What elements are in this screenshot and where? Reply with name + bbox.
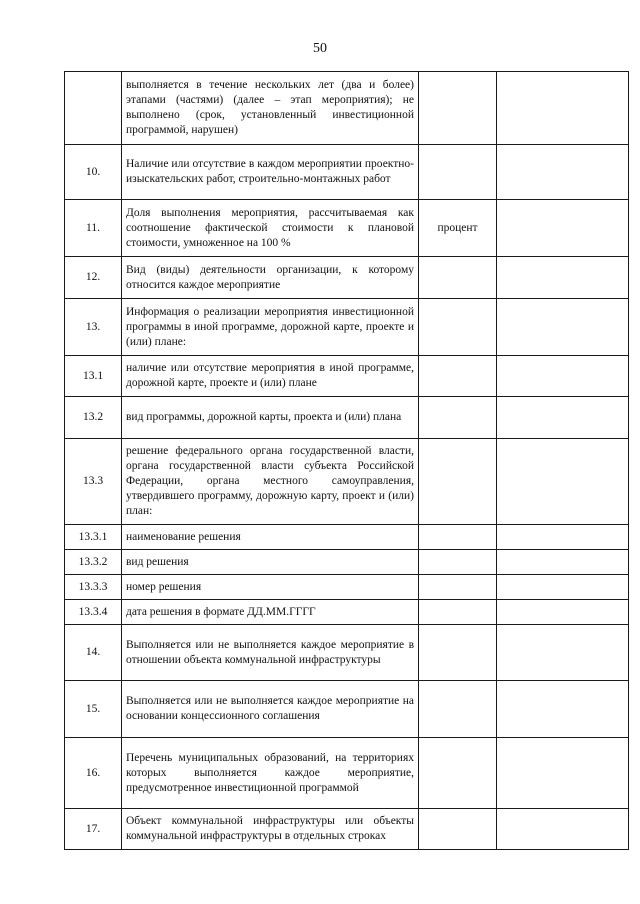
table-row xyxy=(65,397,629,439)
row-value xyxy=(497,356,629,397)
row-unit xyxy=(419,600,497,625)
row-unit xyxy=(419,525,497,550)
table-row xyxy=(65,200,629,257)
table-row xyxy=(65,625,629,681)
row-unit xyxy=(419,397,497,439)
row-value xyxy=(497,72,629,145)
row-unit: процент xyxy=(419,200,497,257)
row-value xyxy=(497,257,629,299)
table-row xyxy=(65,257,629,299)
row-description: Вид (виды) деятельности организации, к которому относится каждое мероприятие xyxy=(122,257,419,299)
row-number: 14. xyxy=(65,625,122,681)
row-value xyxy=(497,397,629,439)
row-description: Выполняется или не выполняется каждое мероприятие на основании концессионного соглашения xyxy=(122,681,419,738)
row-unit xyxy=(419,625,497,681)
row-value xyxy=(497,200,629,257)
row-number: 10. xyxy=(65,145,122,200)
row-number: 17. xyxy=(65,809,122,850)
row-unit xyxy=(419,439,497,525)
row-description: Доля выполнения мероприятия, рассчитываемая как соотношение фактической стоимости к плановой стоимости, умноженное на 100 % xyxy=(122,200,419,257)
row-description: решение федерального органа государственной власти, органа государственной власти субъекта Российской Федерации, органа местного самоуправления, утвердившего программу, дорожную карту, проект и (или) план: xyxy=(122,439,419,525)
row-description: наличие или отсутствие мероприятия в иной программе, дорожной карте, проекте и (или) плане xyxy=(122,356,419,397)
row-value xyxy=(497,575,629,600)
row-description: Перечень муниципальных образований, на территориях которых выполняется каждое мероприятие, предусмотренное инвестиционной программой xyxy=(122,738,419,809)
row-unit xyxy=(419,72,497,145)
row-value xyxy=(497,809,629,850)
row-unit xyxy=(419,356,497,397)
row-description: Наличие или отсутствие в каждом мероприятии проектно-изыскательских работ, строительно-монтажных работ xyxy=(122,145,419,200)
row-number: 13.3.3 xyxy=(65,575,122,600)
row-number: 13.3.4 xyxy=(65,600,122,625)
table-row xyxy=(65,681,629,738)
row-number: 13.1 xyxy=(65,356,122,397)
row-number: 16. xyxy=(65,738,122,809)
row-number: 13.2 xyxy=(65,397,122,439)
row-description: Информация о реализации мероприятия инвестиционной программы в иной программе, дорожной карте, проекте и (или) плане: xyxy=(122,299,419,356)
row-unit xyxy=(419,681,497,738)
row-number: 13. xyxy=(65,299,122,356)
row-unit xyxy=(419,575,497,600)
row-value xyxy=(497,145,629,200)
row-number: 13.3 xyxy=(65,439,122,525)
row-number xyxy=(65,72,122,145)
row-value xyxy=(497,625,629,681)
row-description: вид решения xyxy=(122,550,419,575)
row-description: вид программы, дорожной карты, проекта и (или) плана xyxy=(122,397,419,439)
row-value xyxy=(497,299,629,356)
row-number: 15. xyxy=(65,681,122,738)
row-description: Выполняется или не выполняется каждое мероприятие в отношении объекта коммунальной инфраструктуры xyxy=(122,625,419,681)
row-value xyxy=(497,681,629,738)
row-description: выполняется в течение нескольких лет (два и более) этапами (частями) (далее – этап мероприятия); не выполнено (срок, установленный инвестиционной программой, нарушен) xyxy=(122,72,419,145)
table-row xyxy=(65,525,629,550)
row-description: наименование решения xyxy=(122,525,419,550)
table-row xyxy=(65,356,629,397)
table-row xyxy=(65,575,629,600)
row-value xyxy=(497,550,629,575)
row-description: Объект коммунальной инфраструктуры или объекты коммунальной инфраструктуры в отдельных строках xyxy=(122,809,419,850)
row-description: номер решения xyxy=(122,575,419,600)
row-unit xyxy=(419,257,497,299)
row-unit xyxy=(419,809,497,850)
table-row xyxy=(65,439,629,525)
row-value xyxy=(497,738,629,809)
row-number: 12. xyxy=(65,257,122,299)
page-number: 50 xyxy=(313,41,327,56)
row-number: 13.3.2 xyxy=(65,550,122,575)
row-unit xyxy=(419,145,497,200)
row-value xyxy=(497,525,629,550)
table-row xyxy=(65,600,629,625)
table-row xyxy=(65,299,629,356)
table-row xyxy=(65,550,629,575)
table-row xyxy=(65,738,629,809)
row-description: дата решения в формате ДД.ММ.ГГГГ xyxy=(122,600,419,625)
row-unit xyxy=(419,738,497,809)
indicator-table xyxy=(64,71,629,850)
table-row xyxy=(65,809,629,850)
row-unit xyxy=(419,550,497,575)
table-row xyxy=(65,72,629,145)
table-row xyxy=(65,145,629,200)
row-number: 11. xyxy=(65,200,122,257)
row-number: 13.3.1 xyxy=(65,525,122,550)
row-value xyxy=(497,600,629,625)
row-unit xyxy=(419,299,497,356)
row-value xyxy=(497,439,629,525)
